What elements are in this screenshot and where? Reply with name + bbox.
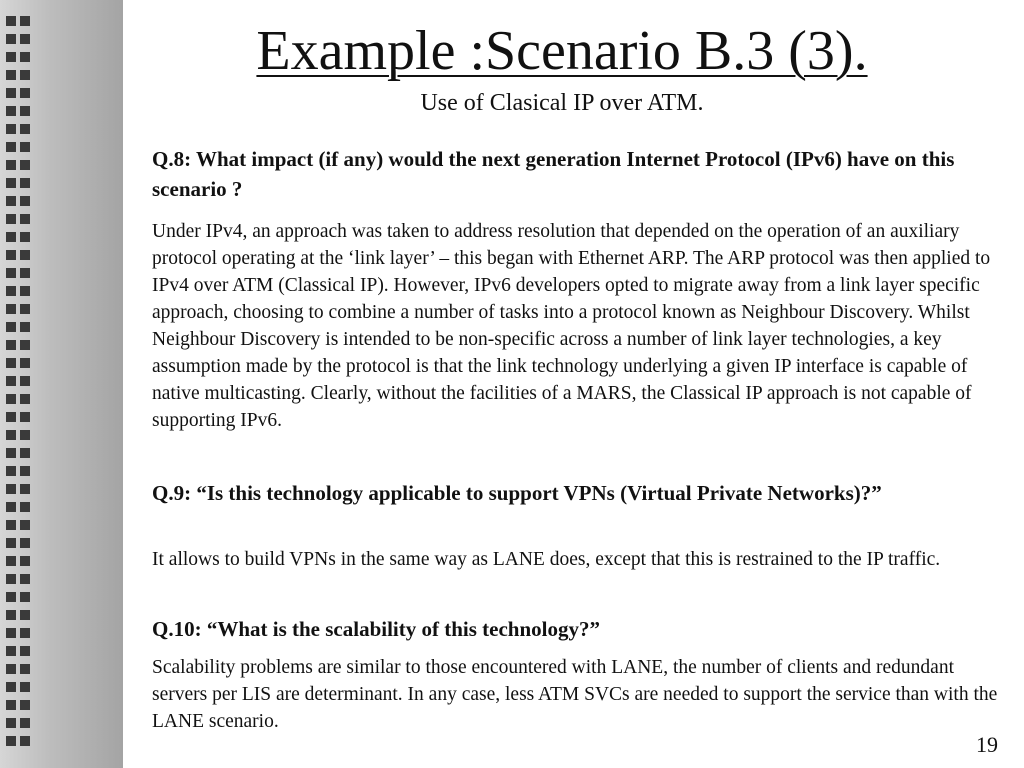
slide-subtitle: Use of Clasical IP over ATM.: [420, 90, 704, 116]
bullet-row: [6, 466, 32, 476]
bullet-square: [20, 178, 30, 188]
bullet-square: [6, 268, 16, 278]
bullet-square: [20, 520, 30, 530]
bullet-row: [6, 268, 32, 278]
slide-title: Example :Scenario B.3 (3).: [256, 20, 868, 82]
bullet-square: [6, 430, 16, 440]
bullet-square: [6, 628, 16, 638]
bullet-row: [6, 430, 32, 440]
bullet-square: [6, 394, 16, 404]
bullet-row: [6, 358, 32, 368]
bullet-square: [6, 718, 16, 728]
bullet-row: [6, 304, 32, 314]
bullet-row: [6, 556, 32, 566]
bullet-square: [6, 142, 16, 152]
bullet-row: [6, 592, 32, 602]
bullet-square: [6, 412, 16, 422]
bullet-square: [20, 358, 30, 368]
bullet-square: [6, 502, 16, 512]
bullet-square: [20, 700, 30, 710]
answer-9: It allows to build VPNs in the same way as LANE does, except that this is restrained to the IP traffic.: [152, 549, 941, 570]
bullet-square: [6, 196, 16, 206]
bullet-row: [6, 196, 32, 206]
bullet-square: [6, 358, 16, 368]
bullet-square: [20, 304, 30, 314]
bullet-square: [20, 376, 30, 386]
bullet-row: [6, 610, 32, 620]
bullet-square: [6, 538, 16, 548]
bullet-square: [20, 718, 30, 728]
bullet-row: [6, 340, 32, 350]
bullet-square: [6, 736, 16, 746]
bullet-square: [20, 646, 30, 656]
bullet-square: [20, 196, 30, 206]
bullet-square: [20, 682, 30, 692]
bullet-row: [6, 250, 32, 260]
bullet-row: [6, 736, 32, 746]
bullet-row: [6, 700, 32, 710]
bullet-square: [6, 556, 16, 566]
bullet-square: [6, 340, 16, 350]
bullet-square: [6, 664, 16, 674]
bullet-row: [6, 520, 32, 530]
bullet-square: [6, 178, 16, 188]
bullet-square: [6, 646, 16, 656]
bullet-row: [6, 682, 32, 692]
bullet-square: [20, 142, 30, 152]
bullet-row: [6, 232, 32, 242]
bullet-row: [6, 646, 32, 656]
bullet-square: [20, 736, 30, 746]
bullet-square: [6, 160, 16, 170]
bullet-square: [20, 394, 30, 404]
bullet-square: [6, 214, 16, 224]
answer-10: Scalability problems are similar to those encountered with LANE, the number of clients and redundant servers per LIS are determinant. In any case, less ATM SVCs are needed to support the service than with the LANE scenario.: [152, 657, 998, 732]
bullet-row: [6, 376, 32, 386]
bullet-square: [6, 682, 16, 692]
bullet-square: [6, 484, 16, 494]
bullet-square: [20, 340, 30, 350]
bullet-row: [6, 160, 32, 170]
bullet-row: [6, 394, 32, 404]
bullet-square: [20, 268, 30, 278]
bullet-square: [20, 214, 30, 224]
bullet-row: [6, 664, 32, 674]
bullet-row: [6, 412, 32, 422]
bullet-square: [6, 610, 16, 620]
bullet-square: [20, 484, 30, 494]
bullet-row: [6, 124, 32, 134]
bullet-square: [6, 304, 16, 314]
bullet-square: [6, 232, 16, 242]
bullet-row: [6, 502, 32, 512]
bullet-square: [20, 232, 30, 242]
bullet-square: [20, 160, 30, 170]
bullet-square: [20, 124, 30, 134]
bullet-row: [6, 286, 32, 296]
bullet-row: [6, 538, 32, 548]
bullet-square: [20, 448, 30, 458]
bullet-square: [6, 250, 16, 260]
question-10: Q.10: “What is the scalability of this technology?”: [152, 617, 601, 641]
bullet-square: [6, 700, 16, 710]
bullet-square: [6, 322, 16, 332]
bullet-row: [6, 448, 32, 458]
bullet-row: [6, 718, 32, 728]
bullet-square: [6, 124, 16, 134]
bullet-square: [20, 574, 30, 584]
bullet-square: [20, 664, 30, 674]
bullet-square: [6, 448, 16, 458]
bullet-square: [20, 412, 30, 422]
bullet-square: [20, 250, 30, 260]
bullet-square: [20, 610, 30, 620]
bullet-row: [6, 628, 32, 638]
bullet-row: [6, 322, 32, 332]
bullet-square: [20, 322, 30, 332]
bullet-square: [6, 466, 16, 476]
bullet-square: [20, 502, 30, 512]
bullet-square: [20, 538, 30, 548]
bullet-row: [6, 484, 32, 494]
bullet-square: [6, 520, 16, 530]
page-number: 19: [976, 732, 998, 757]
question-8: Q.8: What impact (if any) would the next generation Internet Protocol (IPv6) have on this scenario ?: [152, 147, 955, 201]
question-9: Q.9: “Is this technology applicable to support VPNs (Virtual Private Networks)?”: [152, 481, 882, 505]
bullet-square: [6, 592, 16, 602]
bullet-row: [6, 142, 32, 152]
bullet-square: [20, 466, 30, 476]
bullet-square: [20, 286, 30, 296]
bullet-square: [6, 376, 16, 386]
bullet-square: [6, 286, 16, 296]
bullet-row: [6, 178, 32, 188]
bullet-square: [20, 556, 30, 566]
bullet-square: [20, 628, 30, 638]
bullet-row: [6, 214, 32, 224]
bullet-square: [6, 574, 16, 584]
bullet-square: [20, 592, 30, 602]
bullet-square: [20, 430, 30, 440]
bullet-row: [6, 574, 32, 584]
answer-8: Under IPv4, an approach was taken to address resolution that depended on the operation of an auxiliary protocol operating at the ‘link layer’ – this began with Ethernet ARP. The ARP protocol was then applied to IPv4 over ATM (Classical IP). However, IPv6 developers opted to migrate away from a link layer specific approach, choosing to combine a number of tasks into a protocol known as Neighbour Discovery. Whilst Neighbour Discovery is intended to be non-specific across a number of link layer technologies, a key assumption made by the protocol is that the link technology underlying a given IP interface is capable of native multicasting. Clearly, without the facilities of a MARS, the Classical IP approach is not capable of supporting IPv6.: [152, 221, 991, 431]
